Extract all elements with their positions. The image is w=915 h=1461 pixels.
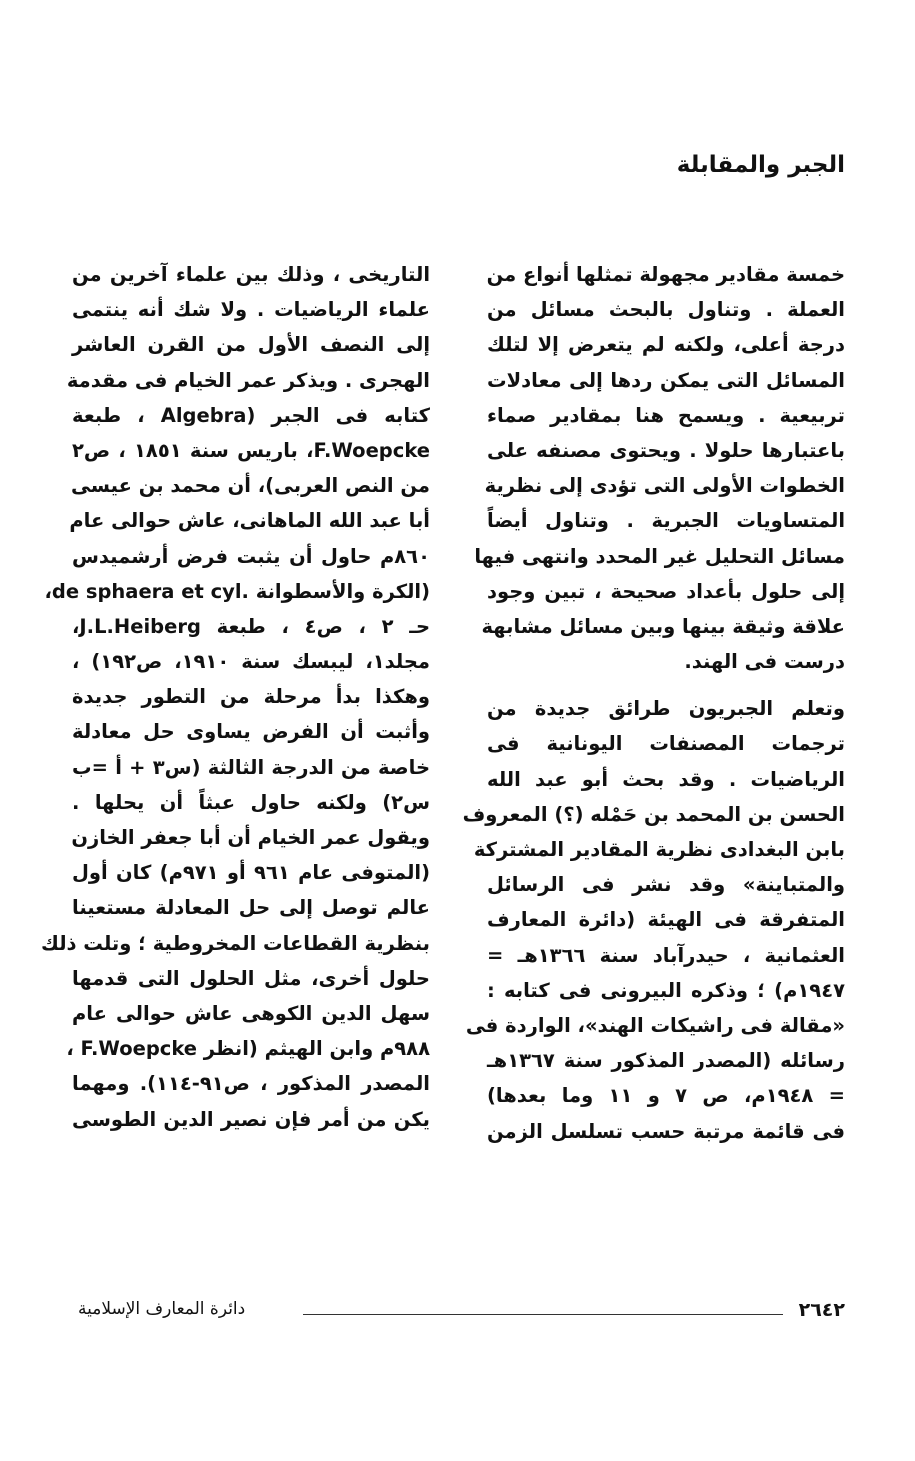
text-line: F.Woepcke، باريس سنة ١٨٥١ ، ص٢ <box>72 438 430 462</box>
text-line: (المتوفى عام ٩٦١ أو ٩٧١م) كان أول <box>72 861 431 885</box>
text-line: سهل الدين الكوهى عاش حوالى عام <box>72 1001 430 1025</box>
text-line: إلى النصف الأول من القرن العاشر <box>72 333 430 357</box>
text-line: «مقالة فى راشيكات الهند»، الواردة فى <box>465 1013 845 1037</box>
text-line: = ١٩٤٨م، ص ٧ و ١١ وما بعدها) <box>487 1084 845 1108</box>
text-line: الرياضيات . وقد بحث أبو عبد الله <box>487 767 845 791</box>
text-line: تربيعية . ويسمح هنا بمقادير صماء <box>487 403 845 427</box>
text-line: علاقة وثيقة بينها وبين مسائل مشابهة <box>481 614 845 638</box>
text-line: ١٩٤٧م) ؛ وذكره البيرونى فى كتابه : <box>487 978 845 1002</box>
text-line: ويقول عمر الخيام أن أبا جعفر الخازن <box>71 826 430 849</box>
page-number: ٢٦٤٢ <box>798 1299 845 1321</box>
running-title: الجبر والمقابلة <box>676 152 845 178</box>
text-line: المتساويات الجبرية . وتناول أيضاً <box>487 509 845 533</box>
left-column <box>41 257 431 1137</box>
text-line: علماء الرياضيات . ولا شك أنه ينتمى <box>72 298 430 322</box>
publication-title: دائرة المعارف الإسلامية <box>78 1299 246 1319</box>
text-line: حلول أخرى، مثل الحلول التى قدمها <box>72 966 430 990</box>
text-line: ٨٦٠م حاول أن يثبت فرض أرشميدس <box>72 544 430 568</box>
text-line: الخطوات الأولى التى تؤدى إلى نظرية <box>484 474 845 498</box>
text-line: (الكرة والأسطوانة .de sphaera et cyl، <box>44 579 430 603</box>
text-line: المسائل التى يمكن ردها إلى معادلات <box>487 368 845 392</box>
text-line: مجلد١، ليبسك سنة ١٩١٠، ص١٩٢) ، <box>72 650 431 674</box>
text-line: س٢) ولكنه حاول عبثاً أن يحلها . <box>72 790 430 814</box>
text-line: حـ ٢ ، ص٤ ، طبعة J.L.Heiberg، <box>72 614 431 638</box>
paragraph-gap <box>487 679 845 691</box>
text-line: العثمانية ، حيدرآباد سنة ١٣٦٦هـ = <box>487 943 845 967</box>
text-line: باعتبارها حلولا . ويحتوى مصنفه على <box>487 438 845 462</box>
text-line: وتعلم الجبريون طرائق جديدة من <box>487 697 845 721</box>
text-line: خاصة من الدرجة الثالثة (س٣ + أ =ب <box>72 755 430 779</box>
text-line: من النص العربى)، أن محمد بن عيسى <box>71 474 430 498</box>
text-line: خمسة مقادير مجهولة تمثلها أنواع من <box>486 263 845 286</box>
text-line: وهكذا بدأ مرحلة من التطور جديدة <box>72 685 430 709</box>
text-line: الحسن بن المحمد بن حَمْله (؟) المعروف <box>462 802 845 826</box>
footer-rule <box>303 1314 783 1315</box>
text-line: وأثبت أن الفرض يساوى حل معادلة <box>72 720 430 744</box>
text-line: درست فى الهند. <box>684 650 845 674</box>
text-line: ٩٨٨م وابن الهيثم (انظر F.Woepcke ، <box>66 1037 430 1061</box>
text-line: المصدر المذكور ، ص٩١-١١٤). ومهما <box>72 1072 430 1096</box>
text-line: إلى حلول بأعداد صحيحة ، تبين وجود <box>487 579 845 603</box>
text-line: فى قائمة مرتبة حسب تسلسل الزمن <box>487 1119 845 1143</box>
text-line: مسائل التحليل غير المحدد وانتهى فيها <box>474 544 845 568</box>
text-line: ترجمات المصنفات اليونانية فى <box>487 732 845 756</box>
text-line: بنظرية القطاعات المخروطية ؛ وتلت ذلك <box>41 931 430 955</box>
text-line: كتابه فى الجبر (Algebra ، طبعة <box>72 403 430 427</box>
text-line: والمتباينة» وقد نشر فى الرسائل <box>487 873 845 897</box>
right-column <box>462 257 845 1149</box>
text-line: رسائله (المصدر المذكور سنة ١٣٦٧هـ <box>487 1049 845 1073</box>
text-line: التاريخى ، وذلك بين علماء آخرين من <box>72 263 430 286</box>
text-line: درجة أعلى، ولكنه لم يتعرض إلا لتلك <box>487 333 845 357</box>
text-line: العملة . وتناول بالبحث مسائل من <box>487 298 845 322</box>
text-line: المتفرقة فى الهيئة (دائرة المعارف <box>487 908 845 932</box>
text-line: الهجرى . ويذكر عمر الخيام فى مقدمة <box>66 368 430 392</box>
text-line: أبا عبد الله الماهانى، عاش حوالى عام <box>69 509 430 533</box>
text-line: عالم توصل إلى حل المعادلة مستعينا <box>72 896 430 920</box>
text-line: يكن من أمر فإن نصير الدين الطوسى <box>72 1107 430 1131</box>
page-footer <box>78 1299 845 1329</box>
text-line: بابن البغدادى نظرية المقادير المشتركة <box>473 838 845 861</box>
